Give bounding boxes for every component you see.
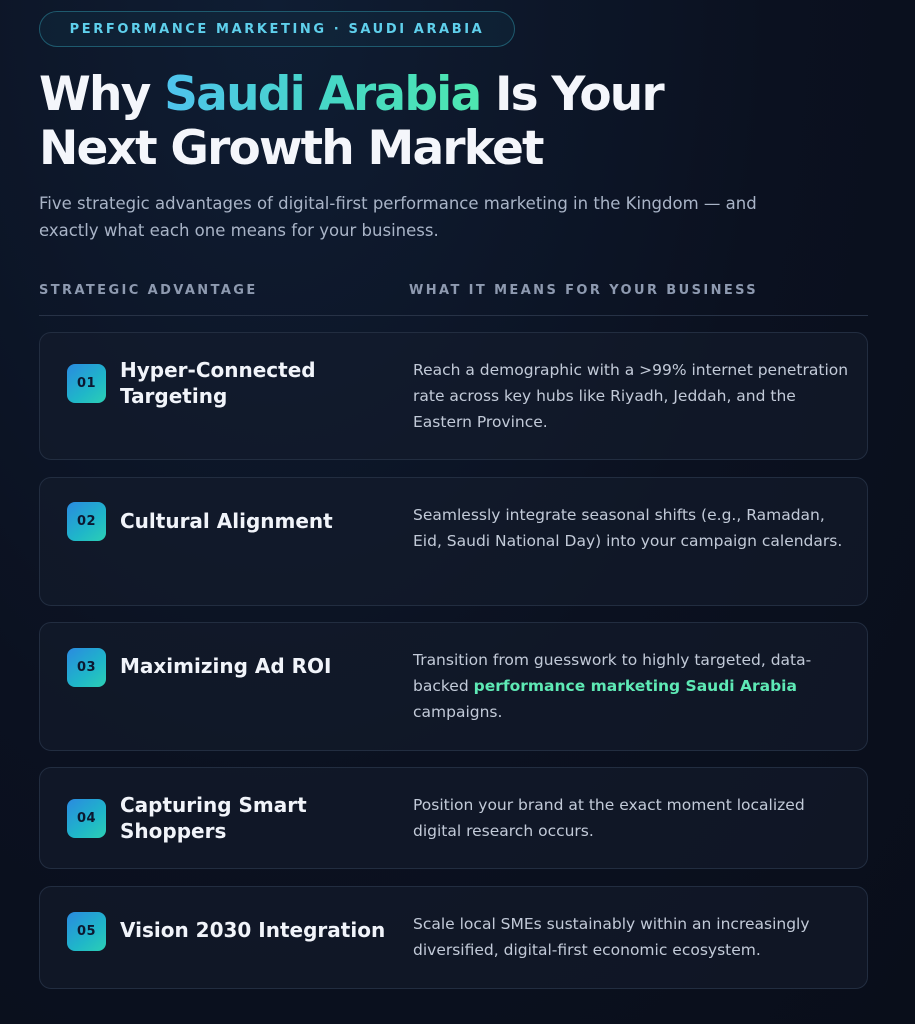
advantage-title: Cultural Alignment [120,509,333,533]
table-row [39,886,868,989]
column-header-advantage: STRATEGIC ADVANTAGE [39,283,258,298]
header-divider [39,315,868,316]
table-row [39,767,868,869]
description-text: Transition from guesswork to highly targeted, data-backed [413,651,812,695]
description-text: campaigns. [413,703,503,721]
category-pill: PERFORMANCE MARKETING · SAUDI ARABIA [39,11,515,47]
advantage-description [413,647,853,725]
row-number-badge: 03 [67,648,106,687]
table-row [39,622,868,751]
column-header-meaning: WHAT IT MEANS FOR YOUR BUSINESS [409,283,759,298]
advantage-title: Hyper-Connected Targeting [120,358,316,408]
advantage-title: Vision 2030 Integration [120,918,386,942]
row-number-badge: 01 [67,364,106,403]
table-row [39,477,868,606]
keyword-link[interactable]: performance marketing Saudi Arabia [473,677,797,695]
title-prefix: Why [39,67,165,122]
title-line-2: Next Growth Market [39,121,543,176]
table-row [39,332,868,460]
row-number-badge: 02 [67,502,106,541]
advantage-description: Scale local SMEs sustainably within an increasingly diversified, digital-first economic ecosystem. [413,915,810,959]
advantage-description: Reach a demographic with a >99% internet penetration rate across key hubs like Riyadh, Jeddah, and the Eastern Province. [413,361,849,431]
row-number-badge: 05 [67,912,106,951]
title-suffix: Is Your [480,67,663,122]
advantage-title: Maximizing Ad ROI [120,654,332,678]
advantage-description: Position your brand at the exact moment localized digital research occurs. [413,796,805,840]
advantage-title: Capturing Smart Shoppers [120,793,307,843]
title-accent: Saudi Arabia [164,67,481,122]
row-number-badge: 04 [67,799,106,838]
page-title [39,68,819,176]
page-subtitle: Five strategic advantages of digital-first performance marketing in the Kingdom — and exactly what each one means for your business. [39,194,757,240]
advantage-description: Seamlessly integrate seasonal shifts (e.g., Ramadan, Eid, Saudi National Day) into your campaign calendars. [413,506,843,550]
